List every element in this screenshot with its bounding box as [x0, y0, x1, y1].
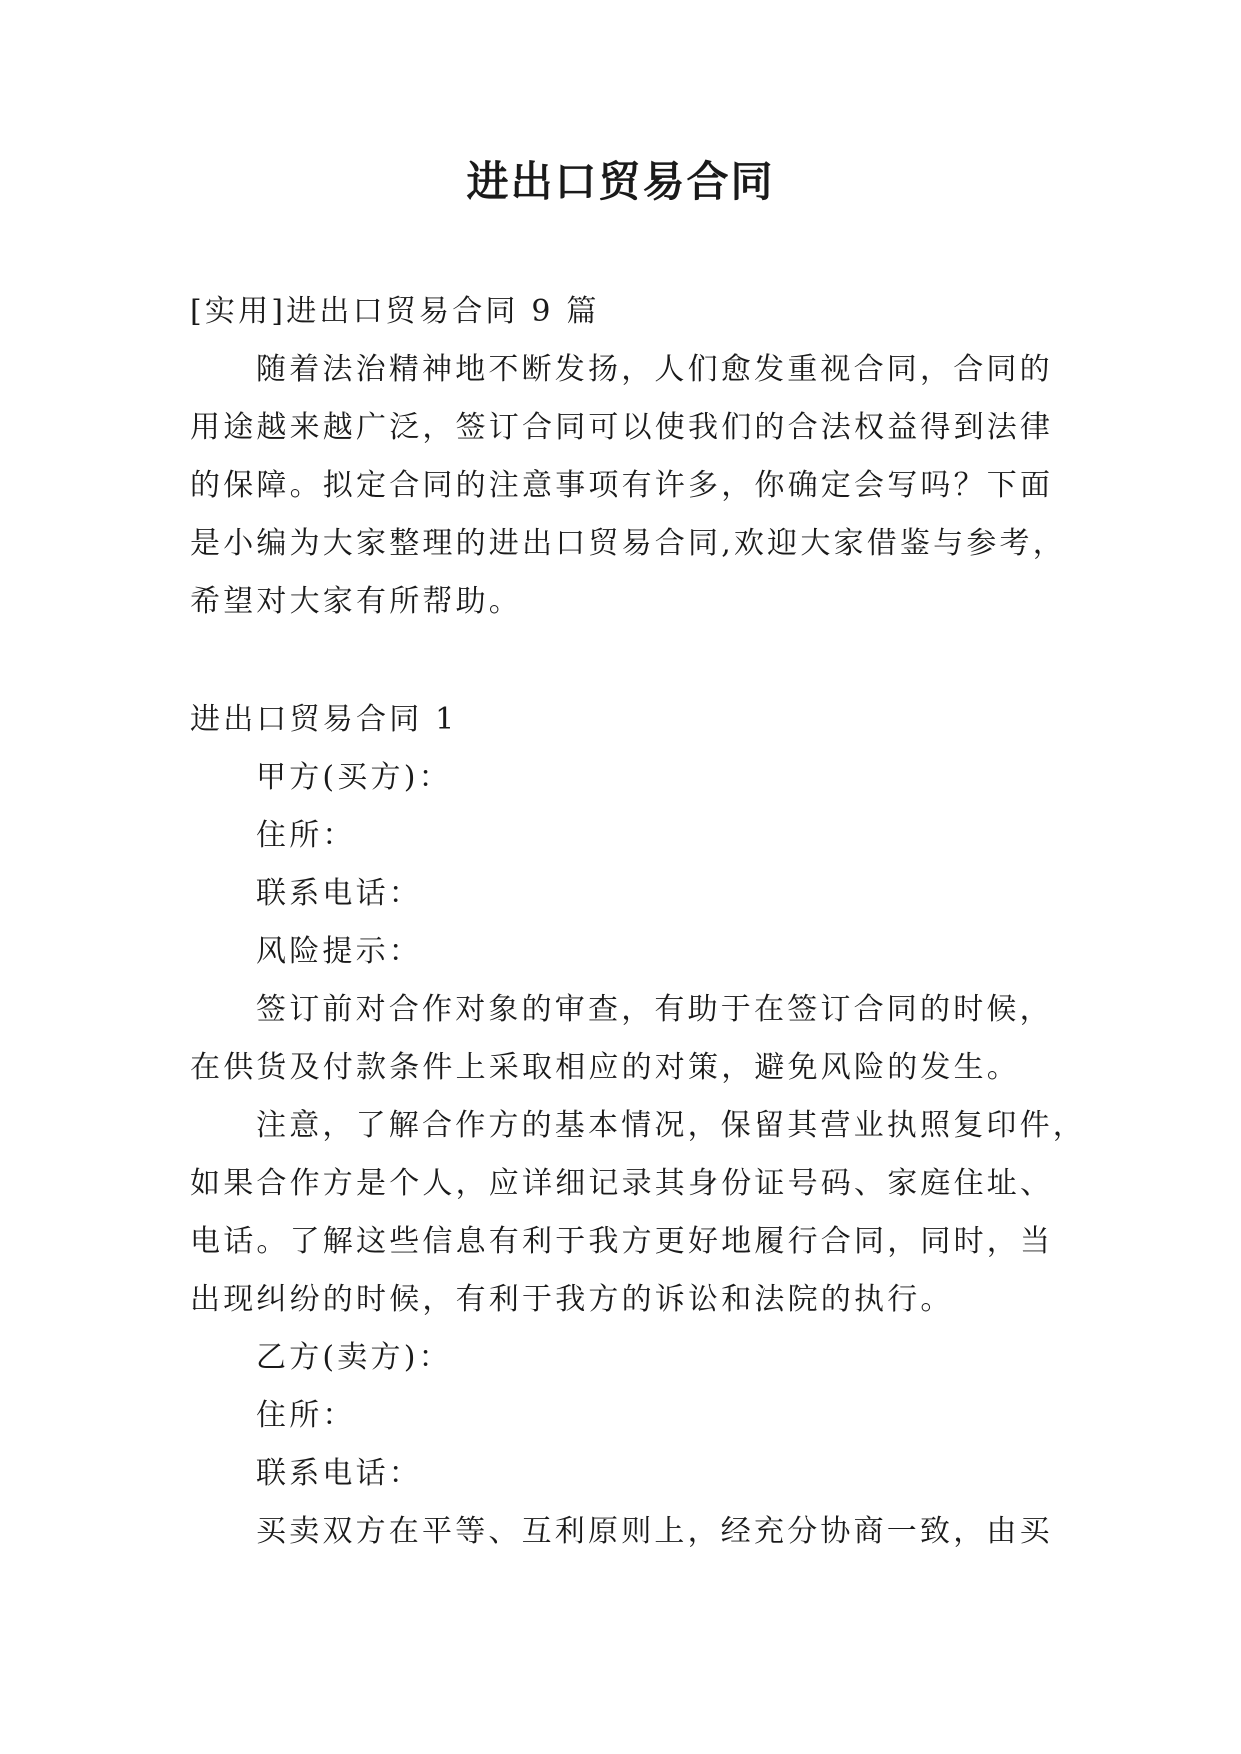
paragraph-line: 希望对大家有所帮助。 [190, 584, 522, 619]
field-label: 住所： [256, 1398, 356, 1433]
field-label: 联系电话： [256, 876, 422, 911]
paragraph-line: 出现纠纷的时候，有利于我方的诉讼和法院的执行。 [190, 1282, 954, 1317]
document-title: 进出口贸易合同 [466, 157, 775, 206]
doc-subtitle: [实用]进出口贸易合同 9 篇 [190, 294, 600, 329]
field-label: 风险提示： [256, 934, 422, 969]
section-heading: 进出口贸易合同 1 [190, 702, 458, 737]
field-label: 住所： [256, 818, 356, 853]
field-label: 甲方(买方)： [256, 760, 452, 795]
field-label: 联系电话： [256, 1456, 422, 1491]
paragraph-line: 用途越来越广泛，签订合同可以使我们的合法权益得到法律 [190, 410, 1054, 445]
paragraph-line: 电话。了解这些信息有利于我方更好地履行合同，同时，当 [190, 1224, 1054, 1259]
paragraph-line: 是小编为大家整理的进出口贸易合同,欢迎大家借鉴与参考， [190, 526, 1066, 561]
paragraph-line: 买卖双方在平等、互利原则上，经充分协商一致，由买 [256, 1514, 1053, 1549]
paragraph-line: 在供货及付款条件上采取相应的对策，避免风险的发生。 [190, 1050, 1020, 1085]
paragraph-line: 的保障。拟定合同的注意事项有许多，你确定会写吗？下面 [190, 468, 1054, 503]
paragraph-line: 随着法治精神地不断发扬，人们愈发重视合同，合同的 [256, 352, 1053, 387]
paragraph-line: 注意，了解合作方的基本情况，保留其营业执照复印件， [256, 1108, 1086, 1143]
paragraph-line: 如果合作方是个人，应详细记录其身份证号码、家庭住址、 [190, 1166, 1054, 1201]
field-label: 乙方(卖方)： [256, 1340, 452, 1375]
paragraph-line: 签订前对合作对象的审查，有助于在签订合同的时候， [256, 992, 1053, 1027]
